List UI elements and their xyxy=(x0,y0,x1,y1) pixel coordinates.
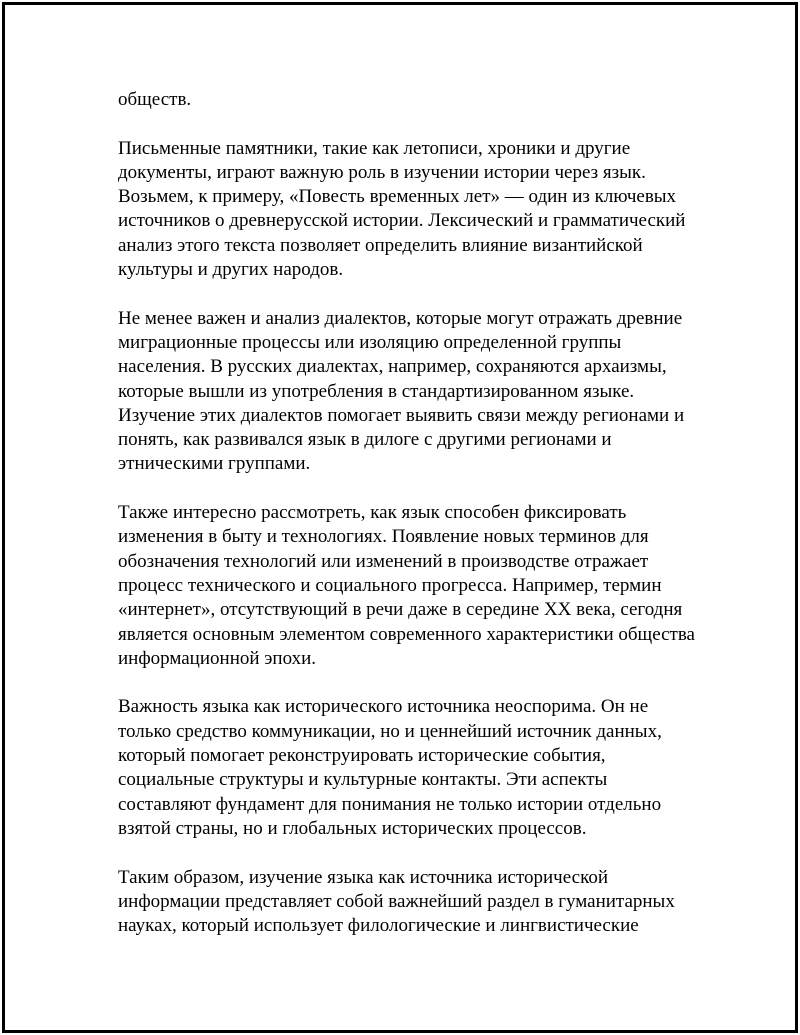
text-line: анализ этого текста позволяет определить влияние византийской xyxy=(118,234,643,256)
text-line: изменения в быту и технологиях. Появление новых терминов для xyxy=(118,526,649,548)
text-line: культуры и других народов. xyxy=(118,259,344,281)
text-line: Не менее важен и анализ диалектов, которые могут отражать древние xyxy=(118,307,683,329)
paragraph-3 xyxy=(118,307,688,477)
text-line: является основным элементом современного характеристики общества xyxy=(118,623,695,645)
text-line: «интернет», отсутствующий в речи даже в середине XX века, сегодня xyxy=(118,599,683,621)
text-line: Также интересно рассмотреть, как язык способен фиксировать xyxy=(118,502,627,524)
text-line: Изучение этих диалектов помогает выявить связи между регионами и xyxy=(118,404,685,426)
text-line: науках, который использует филологические и лингвистические xyxy=(118,915,639,937)
paragraph-1 xyxy=(118,88,688,112)
text-line: Возьмем, к примеру, «Повесть временных лет» — один из ключевых xyxy=(118,186,677,208)
text-line: обозначения технологий или изменений в производстве отражает xyxy=(118,550,649,572)
text-line: источников о древнерусской истории. Лексический и грамматический xyxy=(118,210,686,232)
text-line: Письменные памятники, такие как летописи, хроники и другие xyxy=(118,137,631,159)
document-body xyxy=(118,88,695,963)
paragraph-5 xyxy=(118,695,688,841)
text-line: социальные структуры и культурные контакты. Эти аспекты xyxy=(118,769,608,791)
text-line: только средство коммуникации, но и ценнейший источник данных, xyxy=(118,720,662,742)
text-line: которые вышли из употребления в стандартизированном языке. xyxy=(118,380,635,402)
paragraph-6 xyxy=(118,866,688,939)
paragraph-2 xyxy=(118,137,688,283)
text-line: документы, играют важную роль в изучении истории через язык. xyxy=(118,161,646,183)
text-line: этническими группами. xyxy=(118,453,311,475)
text-line: населения. В русских диалектах, например, сохраняются архаизмы, xyxy=(118,356,667,378)
text-line: взятой страны, но и глобальных исторических процессов. xyxy=(118,817,587,839)
text-line: миграционные процессы или изоляцию определенной группы xyxy=(118,331,622,353)
text-line: процесс технического и социального прогресса. Например, термин xyxy=(118,574,662,596)
text-line: информационной эпохи. xyxy=(118,647,317,669)
paragraph-4 xyxy=(118,501,695,671)
text-line: информации представляет собой важнейший раздел в гуманитарных xyxy=(118,890,675,912)
text-line: Важность языка как исторического источника неоспорима. Он не xyxy=(118,696,649,718)
text-line: обществ. xyxy=(118,89,192,110)
text-line: Таким образом, изучение языка как источника исторической xyxy=(118,866,609,888)
text-line: понять, как развивался язык в дилоге с другими регионами и xyxy=(118,429,612,451)
text-line: который помогает реконструировать исторические события, xyxy=(118,745,606,767)
text-line: составляют фундамент для понимания не только истории отдельно xyxy=(118,793,662,815)
